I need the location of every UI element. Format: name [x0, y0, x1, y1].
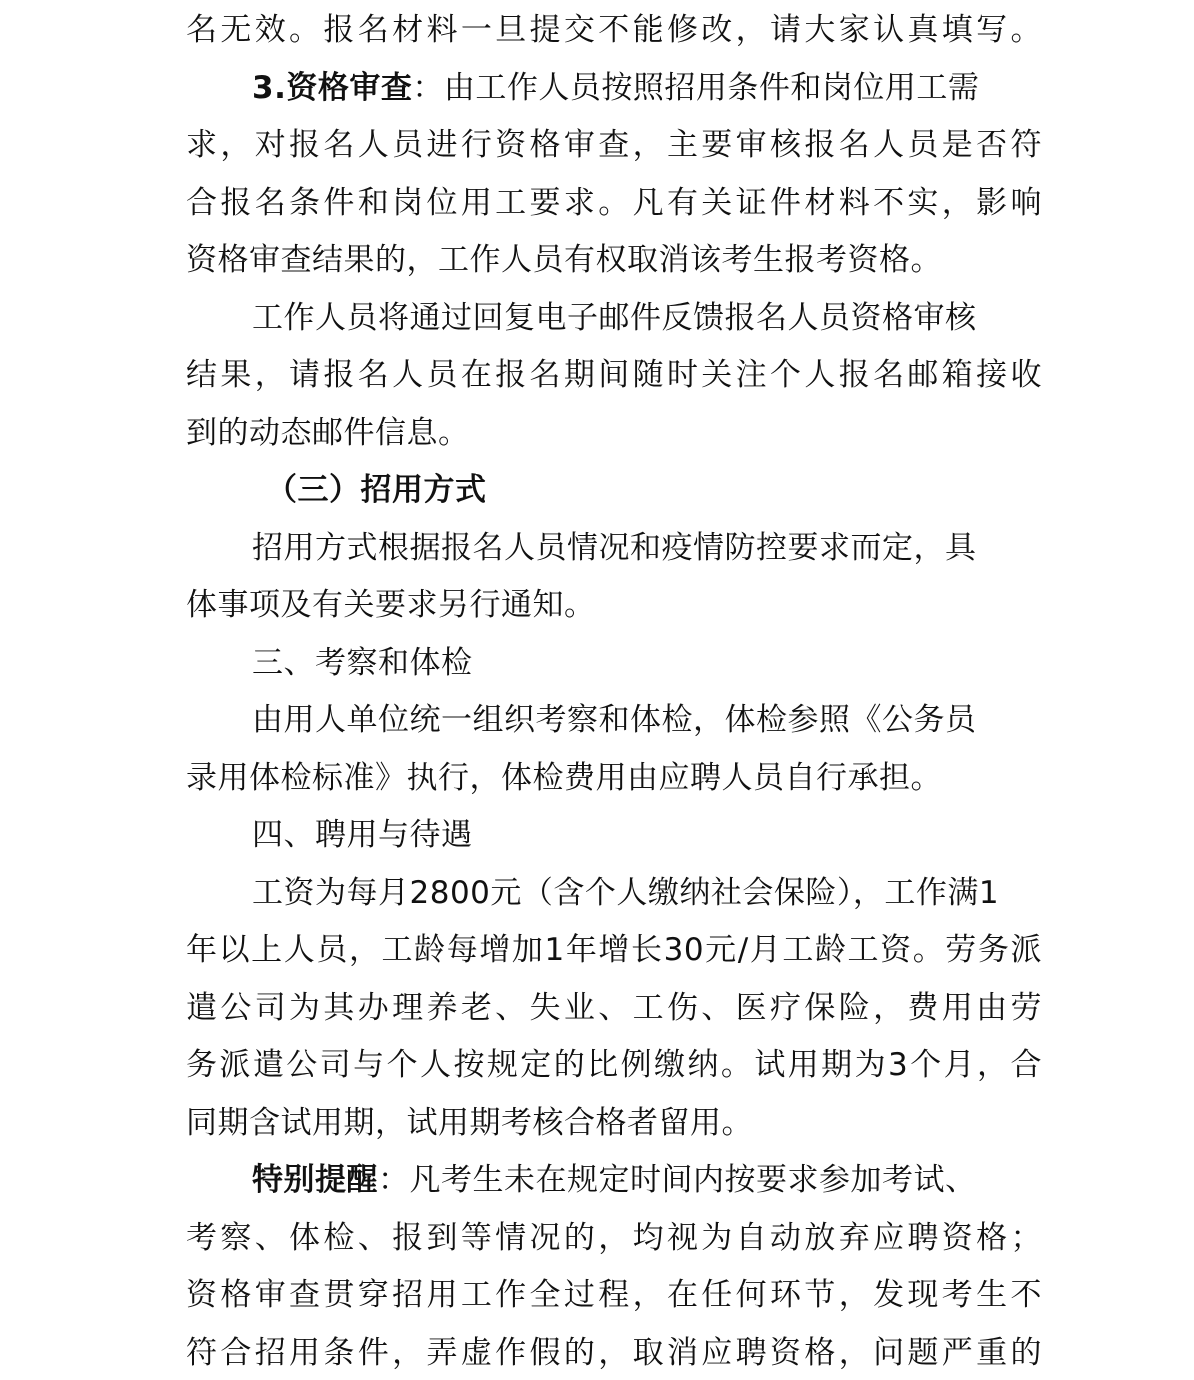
paragraph-line: 符合招用条件，弄虚作假的，取消应聘资格，问题严重的 [186, 1335, 1042, 1371]
paragraph-line: 录用体检标准》执行，体检费用由应聘人员自行承担。 [186, 760, 942, 796]
reminder-label: 特别提醒 [252, 1162, 378, 1198]
paragraph-line: 体事项及有关要求另行通知。 [186, 587, 596, 623]
paragraph-line: 考察、体检、报到等情况的，均视为自动放弃应聘资格； [186, 1220, 1042, 1256]
paragraph-line: 务派遣公司与个人按规定的比例缴纳。试用期为3个月，合 [186, 1047, 1042, 1083]
paragraph-line: 同期含试用期，试用期考核合格者留用。 [186, 1105, 753, 1141]
paragraph-line: 工资为每月2800元（含个人缴纳社会保险），工作满1 [252, 875, 1000, 911]
paragraph-line: 合报名条件和岗位用工要求。凡有关证件材料不实，影响 [186, 185, 1042, 221]
paragraph-line: 到的动态邮件信息。 [186, 415, 470, 451]
paragraph-line: 名无效。报名材料一旦提交不能修改，请大家认真填写。 [186, 12, 1042, 48]
section-heading: （三）招用方式 [266, 472, 487, 508]
paragraph-line: 结果，请报名人员在报名期间随时关注个人报名邮箱接收 [186, 357, 1042, 393]
paragraph-line: 遣公司为其办理养老、失业、工伤、医疗保险，费用由劳 [186, 990, 1042, 1026]
paragraph-line: 特别提醒：凡考生未在规定时间内按要求参加考试、 [252, 1162, 977, 1198]
section-label: 3.资格审查 [252, 70, 413, 106]
section-heading: 三、考察和体检 [252, 645, 473, 681]
paragraph-line: 求，对报名人员进行资格审查，主要审核报名人员是否符 [186, 127, 1042, 163]
section-heading: 四、聘用与待遇 [252, 817, 473, 853]
paragraph-line: 招用方式根据报名人员情况和疫情防控要求而定，具 [252, 530, 977, 566]
paragraph-line: 资格审查结果的，工作人员有权取消该考生报考资格。 [186, 242, 942, 278]
paragraph-line: 3.资格审查：由工作人员按照招用条件和岗位用工需 [252, 70, 980, 106]
paragraph-line: 资格审查贯穿招用工作全过程，在任何环节，发现考生不 [186, 1277, 1042, 1313]
paragraph-line: 由用人单位统一组织考察和体检，体检参照《公务员 [252, 702, 977, 738]
paragraph-line: 年以上人员，工龄每增加1年增长30元/月工龄工资。劳务派 [186, 932, 1042, 968]
paragraph-line: 工作人员将通过回复电子邮件反馈报名人员资格审核 [252, 300, 977, 336]
